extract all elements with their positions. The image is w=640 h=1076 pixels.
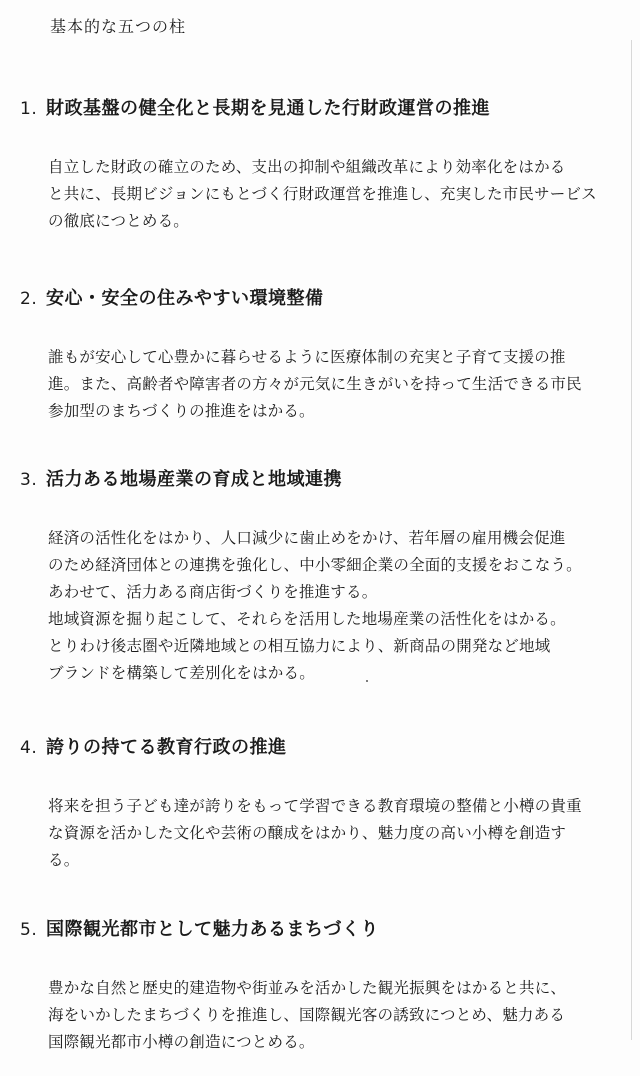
section-3-number: 3. <box>20 470 38 490</box>
section-2-line-2: 進。また、高齢者や障害者の方々が元気に生きがいを持って生活できる市民 <box>48 375 582 393</box>
section-1-number: 1. <box>20 99 38 119</box>
section-3-line-2: のため経済団体との連携を強化し、中小零細企業の全面的支援をおこなう。 <box>48 556 582 574</box>
section-3-line-1: 経済の活性化をはかり、人口減少に歯止めをかけ、若年層の雇用機会促進 <box>48 529 566 547</box>
section-2-body <box>48 344 620 425</box>
section-4-title: 誇りの持てる教育行政の推進 <box>46 737 287 758</box>
section-5-title: 国際観光都市として魅力あるまちづくり <box>46 919 379 940</box>
section-2 <box>20 284 620 425</box>
section-2-heading <box>20 284 620 310</box>
section-1-line-2: と共に、長期ビジョンにもとづく行財政運営を推進し、充実した市民サービス <box>48 185 597 203</box>
section-3-body <box>48 525 620 687</box>
section-3 <box>20 465 620 687</box>
section-3-heading <box>20 465 620 491</box>
section-4-heading <box>20 733 620 759</box>
section-3-line-4: 地域資源を掘り起こして、それらを活用した地場産業の活性化をはかる。 <box>48 610 566 628</box>
section-4-number: 4. <box>20 738 38 758</box>
scan-edge-line <box>631 40 632 1040</box>
section-2-line-3: 参加型のまちづくりの推進をはかる。 <box>48 402 315 420</box>
section-2-title: 安心・安全の住みやすい環境整備 <box>46 288 324 309</box>
section-5 <box>20 915 620 1056</box>
section-3-line-5: とりわけ後志圏や近隣地域との相互協力により、新商品の開発など地域 <box>48 637 551 655</box>
section-5-line-3: 国際観光都市小樽の創造につとめる。 <box>48 1033 315 1051</box>
section-3-line-3: あわせて、活力ある商店街づくりを推進する。 <box>48 583 378 601</box>
section-5-number: 5. <box>20 920 38 940</box>
section-4-line-3: る。 <box>48 851 80 869</box>
section-4-line-1: 将来を担う子ども達が誇りをもって学習できる教育環境の整備と小樽の貴重 <box>48 797 582 815</box>
section-1 <box>20 94 620 235</box>
section-4 <box>20 733 620 874</box>
section-3-title: 活力ある地場産業の育成と地域連携 <box>46 469 342 490</box>
section-5-line-2: 海をいかしたまちづくりを推進し、国際観光客の誘致につとめ、魅力ある <box>48 1006 566 1024</box>
section-2-line-1: 誰もが安心して心豊かに暮らせるように医療体制の充実と子育て支援の推 <box>48 348 566 366</box>
section-4-body <box>48 793 620 874</box>
section-3-line-6: ブランドを構築して差別化をはかる。 <box>48 664 315 682</box>
section-4-line-2: な資源を活かした文化や芸術の醸成をはかり、魅力度の高い小樽を創造す <box>48 824 567 842</box>
section-5-body <box>48 975 620 1056</box>
scan-speck <box>366 680 368 682</box>
document-title: 基本的な五つの柱 <box>50 17 187 36</box>
section-1-line-3: の徹底につとめる。 <box>48 212 189 230</box>
section-1-line-1: 自立した財政の確立のため、支出の抑制や組織改革により効率化をはかる <box>48 158 566 176</box>
section-1-body <box>48 154 620 235</box>
section-1-title: 財政基盤の健全化と長期を見通した行財政運営の推進 <box>46 98 490 119</box>
section-1-heading <box>20 94 620 120</box>
section-5-line-1: 豊かな自然と歴史的建造物や街並みを活かした観光振興をはかると共に、 <box>48 979 567 997</box>
section-2-number: 2. <box>20 289 38 309</box>
section-5-heading <box>20 915 620 941</box>
